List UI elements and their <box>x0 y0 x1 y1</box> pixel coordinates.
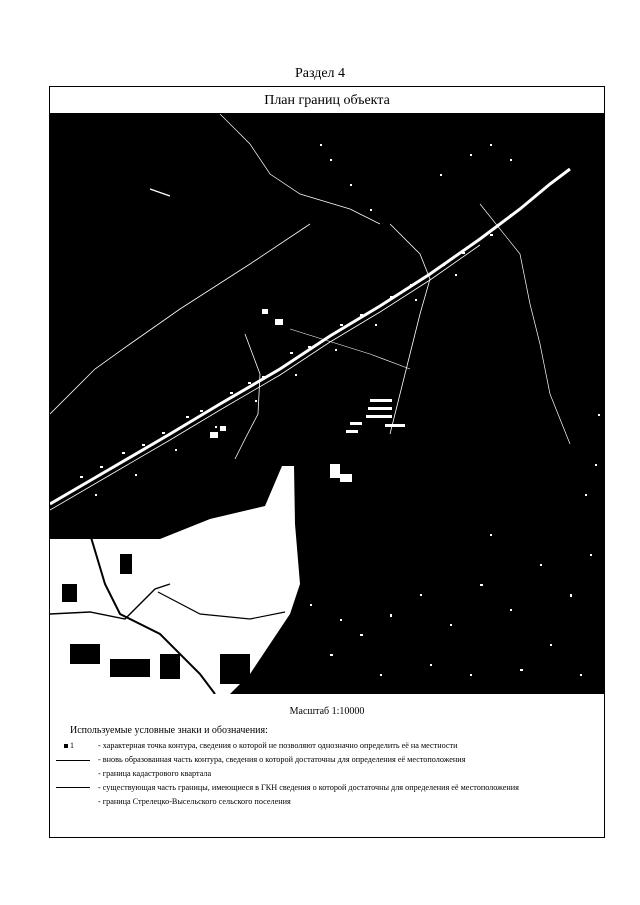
legend-row-quarter-boundary <box>56 767 600 781</box>
legend-text: - существующая часть границы, имеющиеся в ГКН сведения о которой достаточны для определения её местоположения <box>98 783 519 792</box>
aerial-map <box>50 114 604 694</box>
point-symbol-icon <box>56 739 94 753</box>
legend-text: - граница Стрелецко-Высельского сельского поселения <box>98 797 291 806</box>
plan-title: План границ объекта <box>50 87 604 114</box>
legend-text: - характерная точка контура, сведения о которой не позволяют однозначно определить её на местности <box>98 741 458 750</box>
legend-text: - граница кадастрового квартала <box>98 769 212 778</box>
legend-row-new-contour <box>56 753 600 767</box>
legend-text: - вновь образованная часть контура, сведения о которой достаточны для определения её местоположения <box>98 755 466 764</box>
legend-title: Используемые условные знаки и обозначения: <box>70 725 268 736</box>
section-title: Раздел 4 <box>294 66 346 81</box>
legend <box>56 739 600 809</box>
legend-row-existing-boundary <box>56 781 600 795</box>
legend-row-settlement-boundary <box>56 795 600 809</box>
thin-line-icon <box>56 753 94 767</box>
scale-label: Масштаб 1:10000 <box>289 706 365 717</box>
thick-line-icon <box>56 781 94 795</box>
point-symbol-number: 1 <box>70 741 74 750</box>
plan-frame <box>49 86 605 838</box>
legend-row-point <box>56 739 600 753</box>
